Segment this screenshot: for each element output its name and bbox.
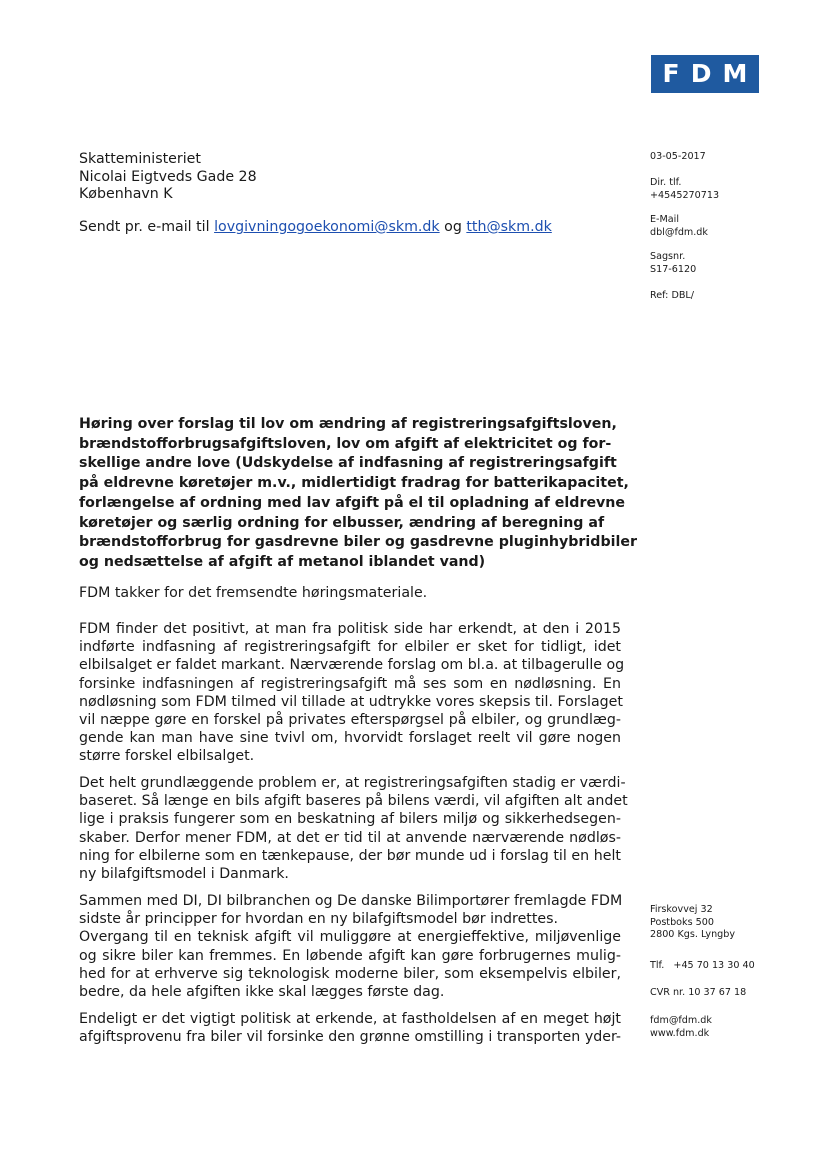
email-label: E-Mail	[650, 214, 680, 225]
paragraph-line: nødløsning som FDM tilmed vil tillade at udtrykke vores skepsis til. Forslaget	[79, 693, 623, 710]
paragraph-line: hed for at erhverve sig teknologisk moderne biler, som eksempelvis elbiler,	[79, 965, 621, 982]
fdm-logo	[651, 55, 759, 93]
company-contact	[650, 1015, 712, 1040]
letter-date	[650, 151, 706, 164]
company-address	[650, 904, 735, 942]
paragraph-line: skaber. Derfor mener FDM, at det er tid til at anvende nærværende nødløs-	[79, 829, 621, 846]
paragraph-problem	[79, 774, 628, 883]
paragraph-line: lige i praksis fungerer som en beskatning af bilers miljø og sikkerhedsegen-	[79, 811, 621, 828]
company-website: www.fdm.dk	[650, 1027, 710, 1039]
title-line: køretøjer og særlig ordning for elbusser, ændring af beregning af	[79, 514, 605, 531]
paragraph-line: bedre, da hele afgiften ikke skal lægges første dag.	[79, 984, 445, 1001]
address-line: 2800 Kgs. Lyngby	[650, 929, 736, 940]
title-line: Høring over forslag til lov om ændring af registreringsafgiftsloven,	[79, 416, 617, 432]
reference-value: Ref: DBL/	[650, 290, 695, 301]
company-cvr-value: CVR nr. 10 37 67 18	[650, 987, 747, 998]
address-line: Postboks 500	[650, 916, 714, 928]
email-value: dbl@fdm.dk	[650, 226, 708, 238]
direct-phone-block	[650, 177, 719, 202]
recipient-line: Nicolai Eigtveds Gade 28	[79, 168, 257, 185]
reference-block	[650, 290, 694, 303]
paragraph-line: og sikre biler kan fremmes. En løbende afgift kan gøre forbrugernes mulig-	[79, 947, 621, 964]
paragraph-line: Overgang til en teknisk afgift vil muliggøre at energieffektive, miljøvenlige	[79, 929, 621, 946]
paragraph-line: større forskel elbilsalget.	[79, 748, 255, 765]
title-line: og nedsættelse af afgift af metanol iblandet vand)	[79, 553, 486, 570]
paragraph-line: Sammen med DI, DI bilbranchen og De danske Bilimportører fremlagde FDM	[79, 893, 623, 909]
recipient-address	[79, 151, 257, 204]
paragraph-line: Det helt grundlæggende problem er, at registreringsafgiften stadig er værdi-	[79, 775, 626, 791]
title-line: på eldrevne køretøjer m.v., midlertidigt fradrag for batterikapacitet,	[79, 475, 629, 492]
case-number-block	[650, 251, 696, 276]
paragraph-positive	[79, 620, 625, 766]
paragraph-line: indførte indfasning af registreringsafgift for elbiler er sket for tidligt, idet	[79, 639, 621, 656]
address-line: Firskovvej 32	[650, 904, 713, 915]
date-value: 03-05-2017	[650, 151, 706, 162]
company-phone-value: Tlf. +45 70 13 30 40	[650, 960, 755, 971]
recipient-line: København K	[79, 186, 173, 202]
title-line: forlængelse af ordning med lav afgift på el til opladning af eldrevne	[79, 494, 626, 511]
recipient-line: Skatteministeriet	[79, 151, 201, 167]
paragraph-line: Endeligt er det vigtigt politisk at erkende, at fastholdelsen af en meget højt	[79, 1011, 621, 1027]
direct-phone-label: Dir. tlf.	[650, 177, 682, 188]
logo-letter-m: M	[722, 59, 748, 88]
paragraph-line: FDM takker for det fremsendte høringsmateriale.	[79, 585, 428, 601]
case-number-value: S17-6120	[650, 263, 697, 275]
paragraph-thanks	[79, 584, 621, 602]
sent-prefix: Sendt pr. e-mail til	[79, 219, 215, 235]
paragraph-line: vil næppe gøre en forskel på privates efterspørgsel på elbiler, og grundlæg-	[79, 712, 621, 729]
paragraph-line: ny bilafgiftsmodel i Danmark.	[79, 866, 289, 883]
case-number-label: Sagsnr.	[650, 251, 686, 262]
paragraph-principles	[79, 892, 621, 1001]
hearing-title	[79, 415, 637, 573]
paragraph-line: sidste år principper for hvordan en ny bilafgiftsmodel bør indrettes.	[79, 911, 559, 928]
paragraph-line: baseret. Så længe en bils afgift baseres på bilens værdi, vil afgiften alt andet	[79, 793, 628, 810]
paragraph-finally	[79, 1010, 621, 1046]
email-link-tth[interactable]: tth@skm.dk	[466, 219, 552, 235]
title-line: skellige andre love (Udskydelse af indfasning af registreringsafgift	[79, 455, 617, 472]
logo-letter-d: D	[690, 59, 712, 88]
paragraph-line: elbilsalget er faldet markant. Nærværende forslag om bl.a. at tilbagerulle og	[79, 657, 625, 674]
paragraph-line: forsinke indfasningen af registreringsafgift må ses som en nødløsning. En	[79, 675, 621, 692]
company-phone	[650, 960, 755, 973]
title-line: brændstofforbrug for gasdrevne biler og gasdrevne pluginhybridbiler	[79, 534, 637, 551]
paragraph-line: FDM finder det positivt, at man fra politisk side har erkendt, at den i 2015	[79, 621, 621, 637]
company-email: fdm@fdm.dk	[650, 1015, 712, 1026]
email-link-lovgivning[interactable]: lovgivningogoekonomi@skm.dk	[214, 219, 440, 235]
email-block	[650, 214, 708, 239]
logo-letter-f: F	[662, 59, 680, 88]
paragraph-line: gende kan man have sine tvivl om, hvorvidt forslaget reelt vil gøre nogen	[79, 730, 621, 747]
title-line: brændstofforbrugsafgiftsloven, lov om afgift af elektricitet og for-	[79, 435, 612, 452]
direct-phone-value: +4545270713	[650, 189, 720, 201]
sent-middle: og	[439, 219, 467, 235]
sent-by-email-line	[79, 219, 552, 237]
paragraph-line: afgiftsprovenu fra biler vil forsinke den grønne omstilling i transporten yder-	[79, 1029, 621, 1046]
paragraph-line: ning for elbilerne som en tænkepause, der bør munde ud i forslag til en helt	[79, 847, 621, 864]
company-cvr	[650, 987, 746, 1000]
